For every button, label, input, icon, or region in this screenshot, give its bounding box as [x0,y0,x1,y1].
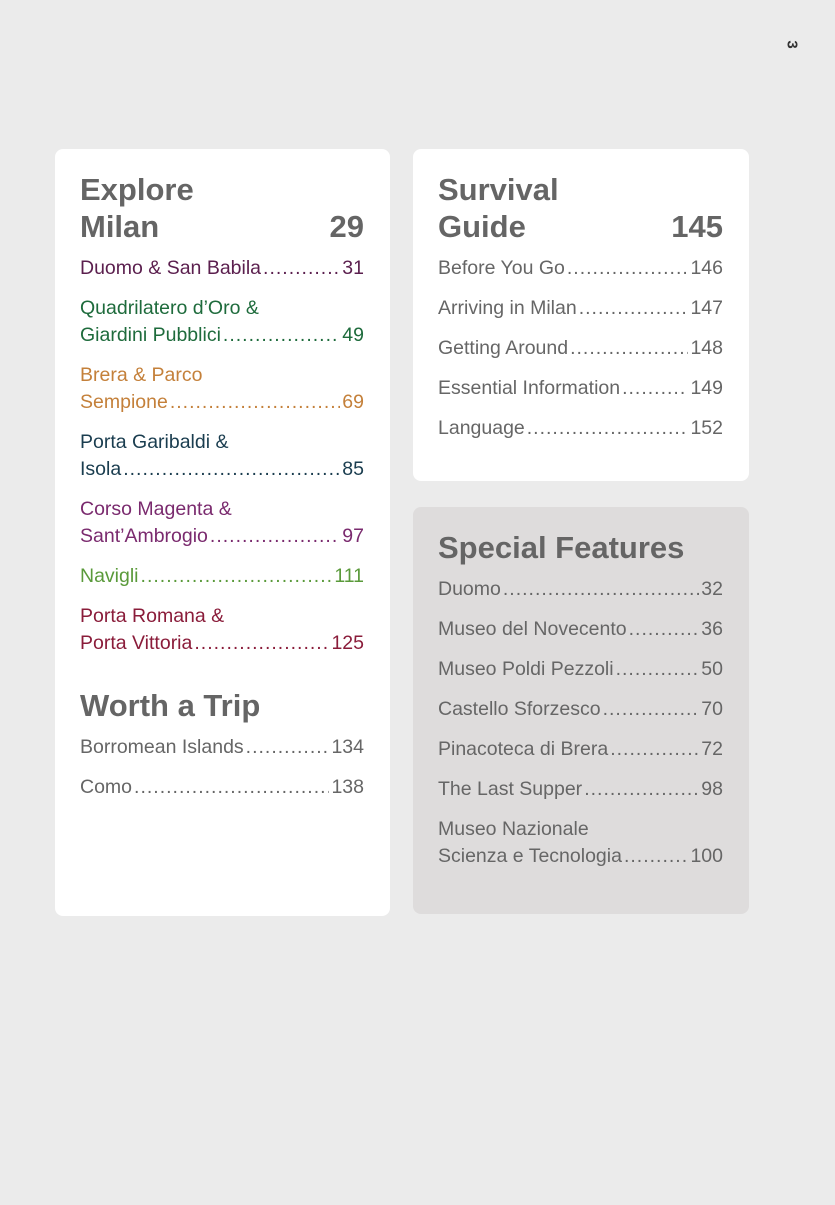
toc-entry[interactable] [80,603,364,657]
toc-entry[interactable] [438,415,723,442]
toc-entry-title: Scienza e Tecnologia [438,845,622,867]
special-title: Special Features [438,530,685,565]
toc-leader-dots [503,576,699,603]
toc-entry-title: Castello Sforzesco [438,698,601,720]
toc-leader-dots [622,375,688,402]
toc-entry[interactable] [80,429,364,483]
toc-leader-dots [603,696,700,723]
toc-entry-title: Pinacoteca di Brera [438,738,609,760]
toc-entry[interactable] [438,696,723,723]
toc-entry-row [438,616,723,643]
special-heading [438,529,723,566]
toc-entry-title-line1: Corso Magenta & [80,498,232,520]
toc-entry-page: 146 [690,257,723,279]
toc-leader-dots [579,295,689,322]
explore-page: 29 [329,209,364,244]
toc-leader-dots [170,389,340,416]
page-number: 3 [783,40,801,49]
toc-entry-title: Navigli [80,565,139,587]
special-features-card [413,507,749,914]
toc-leader-dots [584,776,699,803]
toc-entry-page: 147 [690,297,723,319]
toc-entry[interactable] [438,656,723,683]
toc-leader-dots [210,523,340,550]
toc-entry-page: 111 [334,565,364,587]
toc-entry-page: 32 [701,578,723,600]
special-list [438,576,723,870]
explore-heading [80,171,364,245]
toc-leader-dots [223,322,340,349]
toc-entry-page: 100 [690,845,723,867]
toc-entry-page: 149 [690,377,723,399]
toc-entry-title: Getting Around [438,337,569,359]
toc-entry-title: The Last Supper [438,778,583,800]
toc-leader-dots [610,736,699,763]
toc-entry[interactable] [80,774,364,801]
toc-entry-page: 98 [701,778,723,800]
toc-entry[interactable] [80,563,364,590]
survival-list [438,255,723,442]
toc-entry-page: 36 [701,618,723,640]
toc-entry-title-line1: Porta Garibaldi & [80,431,229,453]
toc-entry[interactable] [438,295,723,322]
toc-entry-page: 97 [342,525,364,547]
toc-entry-title: Sempione [80,391,168,413]
toc-leader-dots [570,335,688,362]
toc-entry-title: Language [438,417,525,439]
toc-entry-page: 49 [342,324,364,346]
toc-entry-title: Porta Vittoria [80,632,193,654]
toc-leader-dots [567,255,689,282]
toc-entry-page: 70 [701,698,723,720]
toc-entry-title: Duomo [438,578,501,600]
toc-entry-row [438,736,723,763]
toc-entry-title: Duomo & San Babila [80,257,262,279]
toc-entry[interactable] [438,736,723,763]
toc-entry-title: Museo del Novecento [438,618,627,640]
toc-entry-row [438,843,723,870]
worth-list [80,734,364,801]
toc-entry-page: 72 [701,738,723,760]
toc-entry-row [80,734,364,761]
toc-entry-row [80,630,364,657]
toc-entry-row [438,375,723,402]
worth-heading [80,687,364,724]
toc-entry[interactable] [438,816,723,870]
toc-entry-title-line1: Museo Nazionale [438,818,589,840]
toc-entry-row [80,255,364,282]
toc-entry[interactable] [80,496,364,550]
toc-entry-row [438,576,723,603]
toc-leader-dots [616,656,700,683]
toc-entry-title: Giardini Pubblici [80,324,221,346]
toc-entry[interactable] [80,255,364,282]
toc-leader-dots [194,630,329,657]
toc-entry[interactable] [438,776,723,803]
toc-entry-row [80,563,364,590]
toc-entry-title: Arriving in Milan [438,297,577,319]
survival-page: 145 [671,209,723,244]
toc-entry-title: Before You Go [438,257,565,279]
toc-entry-row [80,322,364,349]
survival-heading [438,171,723,245]
explore-title: Explore Milan [80,172,194,244]
toc-entry-row [438,656,723,683]
toc-entry-row [438,696,723,723]
toc-entry[interactable] [80,362,364,416]
toc-entry-title-line1: Brera & Parco [80,364,203,386]
toc-entry-row [438,295,723,322]
toc-entry[interactable] [438,616,723,643]
toc-entry-page: 69 [342,391,364,413]
toc-entry[interactable] [438,576,723,603]
toc-entry-title: Borromean Islands [80,736,244,758]
toc-entry[interactable] [438,255,723,282]
toc-entry-page: 138 [331,776,364,798]
toc-entry[interactable] [438,375,723,402]
toc-entry-row [80,456,364,483]
toc-entry-title: Essential Information [438,377,621,399]
toc-entry-page: 31 [342,257,364,279]
toc-leader-dots [629,616,700,643]
toc-entry-row [80,523,364,550]
toc-leader-dots [263,255,340,282]
toc-leader-dots [134,774,329,801]
explore-list [80,255,364,657]
toc-entry[interactable] [80,295,364,349]
toc-entry-row [80,774,364,801]
toc-entry-page: 148 [690,337,723,359]
toc-entry-page: 152 [690,417,723,439]
toc-leader-dots [123,456,340,483]
toc-entry-row [438,415,723,442]
toc-entry-title: Isola [80,458,122,480]
survival-guide-card [413,149,749,481]
toc-entry-row [438,776,723,803]
toc-entry-page: 125 [331,632,364,654]
worth-title: Worth a Trip [80,688,261,723]
toc-entry[interactable] [80,734,364,761]
toc-entry-title-line1: Porta Romana & [80,605,225,627]
explore-milan-card [55,149,390,916]
survival-title: Survival Guide [438,172,559,244]
toc-entry[interactable] [438,335,723,362]
toc-entry-title: Sant’Ambrogio [80,525,208,547]
toc-leader-dots [624,843,689,870]
toc-entry-page: 134 [331,736,364,758]
toc-leader-dots [246,734,330,761]
toc-entry-page: 85 [342,458,364,480]
toc-leader-dots [527,415,689,442]
toc-entry-title: Museo Poldi Pezzoli [438,658,614,680]
toc-entry-page: 50 [701,658,723,680]
toc-leader-dots [141,563,333,590]
toc-entry-row [80,389,364,416]
toc-entry-title: Como [80,776,133,798]
toc-entry-row [438,255,723,282]
toc-entry-title-line1: Quadrilatero d’Oro & [80,297,259,319]
toc-entry-row [438,335,723,362]
